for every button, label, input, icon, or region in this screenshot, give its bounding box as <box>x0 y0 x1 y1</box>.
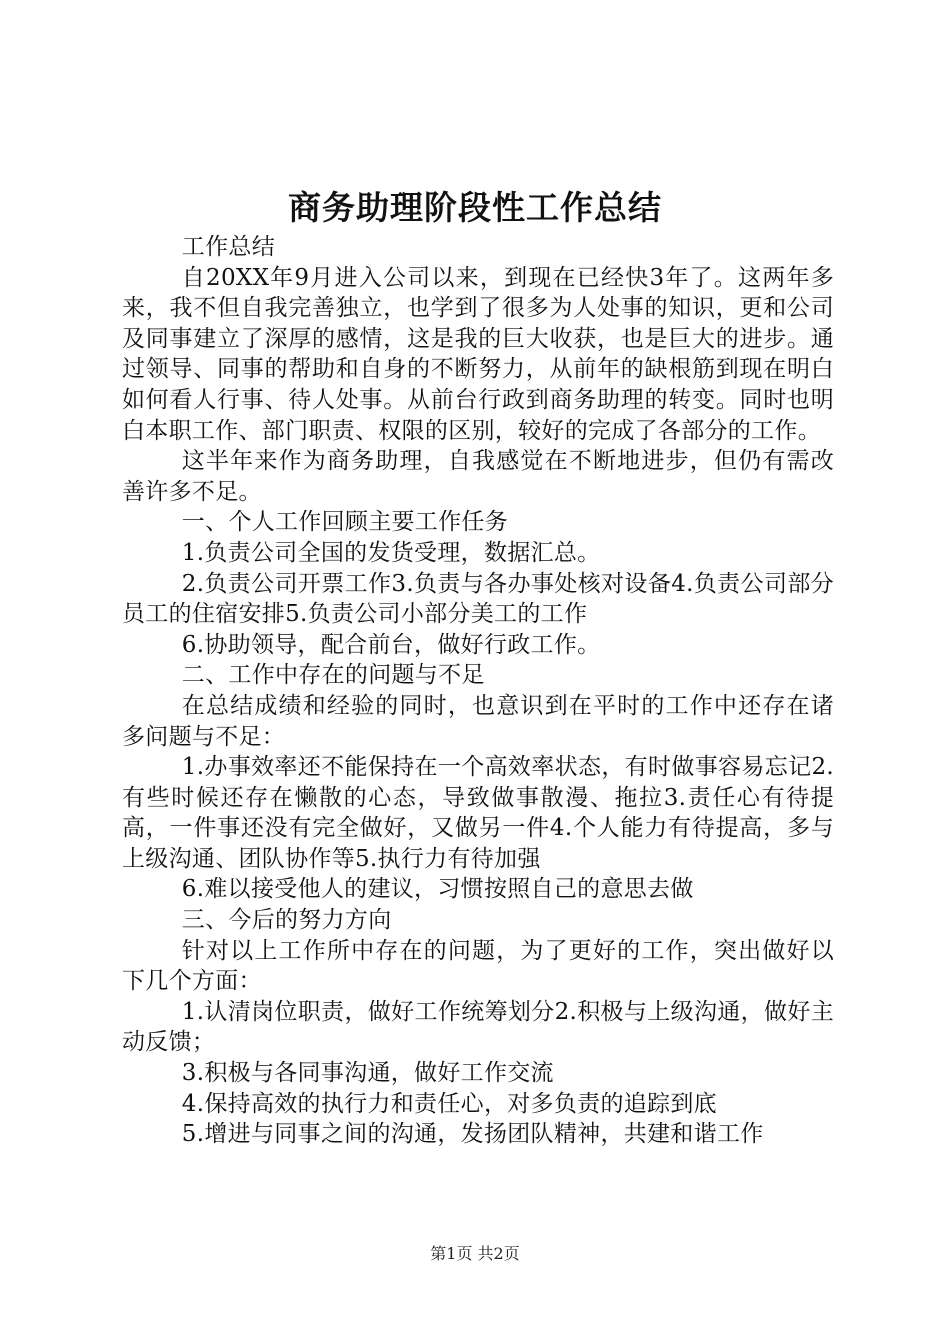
list-item: 3.积极与各同事沟通，做好工作交流 <box>181 1060 554 1087</box>
list-item: 1.认清岗位职责，做好工作统筹划分2.积极与上级沟通，做好主动反馈； <box>122 998 834 1056</box>
paragraph: 工作总结 <box>181 234 275 260</box>
section-heading: 一、个人工作回顾主要工作任务 <box>181 509 508 536</box>
list-item: 2.负责公司开票工作3.负责与各办事处核对设备4.负责公司部分员工的住宿安排5.负责公司小部分美工的工作 <box>122 570 834 628</box>
list-item: 5.增进与同事之间的沟通，发扬团队精神，共建和谐工作 <box>181 1121 764 1148</box>
list-item: 1.办事效率还不能保持在一个高效率状态，有时做事容易忘记2.有些时候还存在懒散的心态，导致做事散漫、拖拉3.责任心有待提高，一件事还没有完全做好，又做另一件4.个人能力有待提高，多与上级沟通、团队协作等5.执行力有待加强 <box>122 754 834 872</box>
document-title: 商务助理阶段性工作总结 <box>288 188 662 227</box>
section-heading: 三、今后的努力方向 <box>181 907 392 934</box>
section-heading: 二、工作中存在的问题与不足 <box>181 662 485 689</box>
paragraph: 自20XX年9月进入公司以来，到现在已经快3年了。这两年多来，我不但自我完善独立，也学到了很多为人处事的知识，更和公司及同事建立了深厚的感情，这是我的巨大收获，也是巨大的进步。通过领导、同事的帮助和自身的不断努力，从前年的缺根筋到现在明白如何看人行事、待人处事。从前台行政到商务助理的转变。同时也明白本职工作、部门职责、权限的区别，较好的完成了各部分的工作。 <box>122 264 834 444</box>
list-item: 6.协助领导，配合前台，做好行政工作。 <box>181 631 601 658</box>
paragraph: 在总结成绩和经验的同时，也意识到在平时的工作中还存在诸多问题与不足： <box>122 692 834 750</box>
page-footer: 第1页 共2页 <box>430 1244 520 1263</box>
list-item: 4.保持高效的执行力和责任心，对多负责的追踪到底 <box>181 1090 717 1117</box>
paragraph: 这半年来作为商务助理，自我感觉在不断地进步，但仍有需改善许多不足。 <box>122 448 834 505</box>
paragraph: 针对以上工作所中存在的问题，为了更好的工作，突出做好以下几个方面： <box>122 937 834 995</box>
list-item: 1.负责公司全国的发货受理，数据汇总。 <box>181 539 601 566</box>
document-body <box>122 232 834 1150</box>
list-item: 6.难以接受他人的建议，习惯按照自己的意思去做 <box>181 876 694 903</box>
